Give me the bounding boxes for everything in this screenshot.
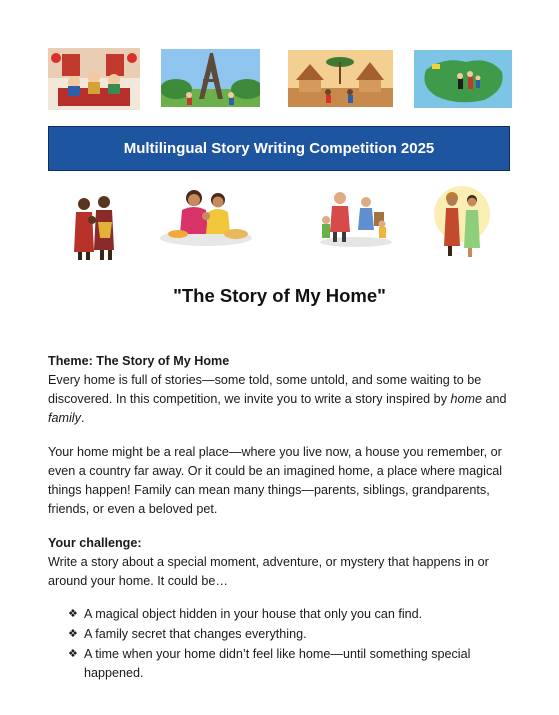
list-item — [68, 625, 520, 644]
competition-content — [48, 352, 520, 684]
list-item-text: A time when your home didn’t feel like home—until something special happened. — [84, 647, 471, 680]
challenge-intro: Write a story about a special moment, adventure, or mystery that happens in or around your home. It could be… — [48, 555, 489, 588]
diamond-bullet-icon: ❖ — [68, 628, 78, 640]
indian-family-cooking-illustration — [158, 186, 254, 248]
african-village-illustration — [288, 50, 393, 107]
south-asian-couple-illustration — [430, 184, 494, 260]
theme-intro — [48, 371, 520, 428]
theme-heading: Theme: The Story of My Home — [48, 354, 230, 368]
story-title: "The Story of My Home" — [173, 285, 386, 306]
list-item — [68, 645, 520, 683]
list-item-text: A family secret that changes everything. — [84, 627, 307, 641]
family-word: family — [48, 411, 81, 425]
competition-banner — [48, 126, 510, 171]
banner-title: Multilingual Story Writing Competition 2025 — [123, 140, 435, 157]
map-family-illustration — [414, 50, 512, 108]
home-word: home — [450, 392, 482, 406]
challenge-list — [48, 605, 520, 683]
diamond-bullet-icon: ❖ — [68, 648, 78, 660]
list-item-text: A magical object hidden in your house that only you can find. — [84, 607, 423, 621]
eiffel-tower-illustration — [161, 49, 260, 107]
diamond-bullet-icon: ❖ — [68, 608, 78, 620]
and-word: and — [482, 392, 507, 406]
period: . — [80, 411, 85, 425]
theme-paragraph-2: Your home might be a real place—where you live now, a house you remember, or even a country far away. Or it could be an imagined home, a place where magical things happen! Family can mean many things—parents, siblings, grandparents, friends, or even a beloved pet. — [48, 445, 503, 516]
family-dinner-illustration — [48, 48, 140, 110]
challenge-heading: Your challenge: — [48, 536, 142, 550]
list-item — [68, 605, 520, 624]
theme-intro-text: Every home is full of stories—some told, some untold, and some waiting to be discovered. In this competition, we invite you to write a story inspired by — [48, 373, 482, 406]
family-travel-illustration — [318, 186, 394, 248]
african-family-illustration — [70, 192, 118, 262]
